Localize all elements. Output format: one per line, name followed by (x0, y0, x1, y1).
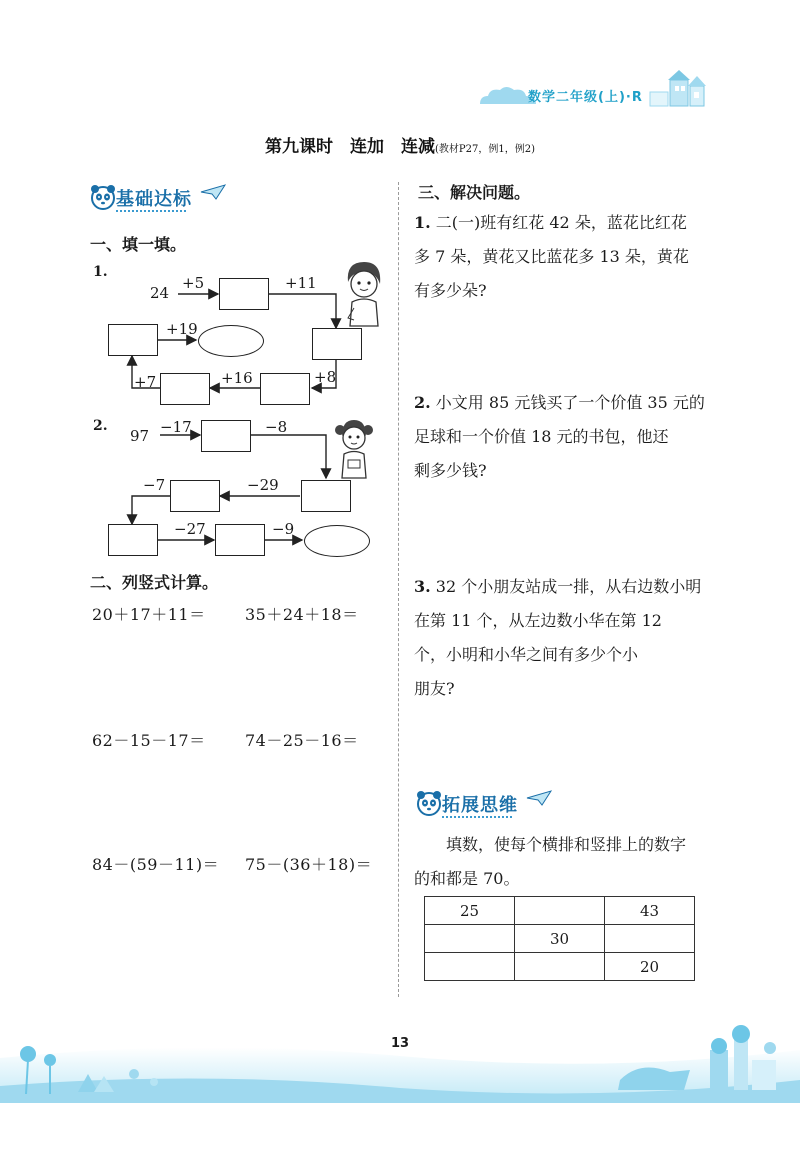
problem-number: 2. (414, 393, 431, 412)
calc-item: 20＋17＋11＝ (92, 605, 206, 624)
problem-line: 多 7 朵，黄花又比蓝花多 13 朵，黄花 (414, 247, 689, 266)
extension-text (414, 828, 714, 896)
grid-row (425, 953, 695, 981)
d1-box[interactable] (312, 328, 362, 360)
lesson-title (0, 132, 800, 157)
problem-number: 3. (414, 577, 431, 596)
d1-op: +5 (182, 274, 205, 292)
d2-box[interactable] (170, 480, 220, 512)
extension-line: 填数，使每个横排和竖排上的数字 (446, 835, 687, 854)
problem-3 (414, 570, 714, 706)
badge-underline (442, 816, 512, 818)
basic-badge (88, 180, 228, 214)
problem-number: 1. (414, 213, 431, 232)
house-decoration-icon (640, 66, 710, 108)
extension-line: 的和都是 70。 (414, 869, 520, 888)
paper-plane-icon (200, 184, 226, 200)
diagram2-number: 2. (93, 418, 108, 434)
d2-start: 97 (130, 427, 150, 445)
d1-op: +11 (285, 274, 317, 292)
extension-badge-label: 拓展思维 (442, 795, 518, 816)
d1-op: +19 (166, 320, 198, 338)
calc-item: 84－(59－11)＝ (92, 855, 220, 874)
town-decoration-icon (610, 1020, 790, 1094)
diagram1-number: 1. (93, 264, 108, 280)
badge-underline (116, 210, 186, 212)
lesson-reference: (教材P27，例1，例2) (435, 144, 535, 155)
d2-op: −8 (265, 418, 288, 436)
d2-op: −17 (160, 418, 192, 436)
d1-op: +16 (221, 369, 253, 387)
problem-text: 二(一)班有红花 42 朵，蓝花比红花 (435, 213, 687, 232)
problem-line (414, 386, 714, 420)
paper-plane-icon (526, 790, 552, 806)
d1-oval[interactable] (198, 325, 264, 357)
d2-op: −7 (143, 476, 166, 494)
girl-with-pigtails-illustration-icon (334, 416, 374, 480)
lesson-title-text: 第九课时 连加 连减 (265, 137, 435, 157)
grid-cell[interactable] (425, 953, 515, 981)
d2-op: −27 (174, 520, 206, 538)
girl-illustration-icon (340, 258, 386, 328)
problem-text: 32 个小朋友站成一排，从右边数小明 (435, 577, 702, 596)
d1-op: +7 (134, 373, 157, 391)
section1-heading: 一、填一填。 (90, 235, 187, 254)
problem-text: 小文用 85 元钱买了一个价值 35 元的 (435, 393, 705, 412)
page-number: 13 (390, 1036, 410, 1051)
problem-line (414, 570, 714, 604)
section2-heading: 二、列竖式计算。 (90, 573, 219, 592)
problem-line (414, 206, 714, 240)
panda-icon (414, 788, 444, 818)
d2-box[interactable] (108, 524, 158, 556)
grid-cell[interactable] (515, 953, 605, 981)
d2-op: −29 (247, 476, 279, 494)
d2-op: −9 (272, 520, 295, 538)
section3-heading: 三、解决问题。 (418, 183, 531, 202)
problem-2 (414, 386, 714, 488)
problem-line: 在第 11 个，从左边数小华在第 12 (414, 611, 662, 630)
d1-op: +8 (314, 368, 337, 386)
grid-cell[interactable] (605, 925, 695, 953)
problem-line: 有多少朵? (414, 281, 487, 300)
d1-box[interactable] (219, 278, 269, 310)
grid-cell: 43 (605, 897, 695, 925)
panda-icon (88, 182, 118, 212)
grid-cell: 25 (425, 897, 515, 925)
book-title: 数学二年级(上)·R (528, 90, 643, 105)
calc-item: 35＋24＋18＝ (245, 605, 359, 624)
extension-badge (414, 786, 554, 820)
d1-start: 24 (150, 284, 170, 302)
d2-box[interactable] (215, 524, 265, 556)
calc-item: 62－15－17＝ (92, 731, 206, 750)
problem-line: 剩多少钱? (414, 461, 487, 480)
grid-cell[interactable] (425, 925, 515, 953)
grid-row (425, 897, 695, 925)
calc-item: 75－(36＋18)＝ (245, 855, 373, 874)
grid-row (425, 925, 695, 953)
d1-box[interactable] (160, 373, 210, 405)
basic-badge-label: 基础达标 (116, 189, 192, 210)
d1-box[interactable] (108, 324, 158, 356)
number-grid (424, 896, 695, 981)
problem-line: 朋友? (414, 679, 455, 698)
d2-box[interactable] (201, 420, 251, 452)
d2-oval[interactable] (304, 525, 370, 557)
grid-cell: 20 (605, 953, 695, 981)
calc-item: 74－25－16＝ (245, 731, 359, 750)
d2-box[interactable] (301, 480, 351, 512)
grid-cell: 30 (515, 925, 605, 953)
problem-1 (414, 206, 714, 308)
d1-box[interactable] (260, 373, 310, 405)
problem-line: 个，小明和小华之间有多少个小 (414, 645, 639, 664)
problem-line: 足球和一个价值 18 元的书包，他还 (414, 427, 669, 446)
grid-cell[interactable] (515, 897, 605, 925)
